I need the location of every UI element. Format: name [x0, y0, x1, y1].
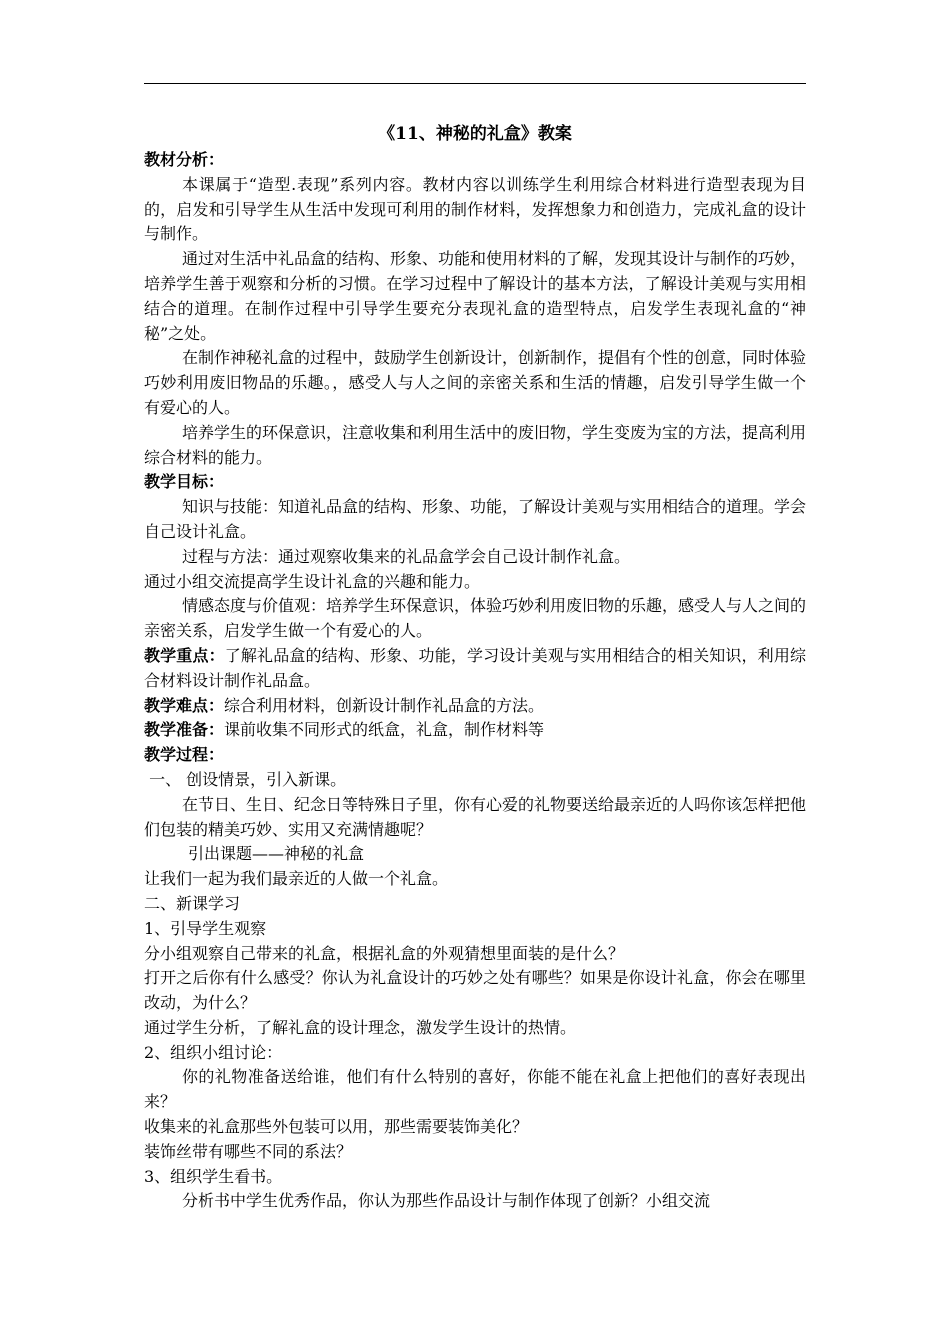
sub2-paragraph-1: 你的礼物准备送给谁，他们有什么特别的喜好，你能不能在礼盒上把他们的喜好表现出来？ [144, 1067, 806, 1112]
analysis-paragraph-4: 培养学生的环保意识，注意收集和利用生活中的废旧物，学生变废为宝的方法，提高利用综合材料的能力。 [144, 422, 807, 467]
difficulty-text: 综合利用材料，创新设计制作礼品盒的方法。 [224, 695, 545, 715]
sub2-heading: 2、组织小组讨论： [144, 1042, 283, 1062]
step1-heading: 一、 创设情景，引入新课。 [144, 769, 347, 789]
header-rule [144, 83, 806, 84]
goals-paragraph-4: 情感态度与价值观：培养学生环保意识，体验巧妙利用废旧物的乐趣，感受人与人之间的亲密关系，启发学生做一个有爱心的人。 [144, 596, 807, 641]
sub2-paragraph-2: 收集来的礼盒那些外包装可以用，那些需要装饰美化？ [144, 1117, 529, 1137]
step1-paragraph-2: 引出课题——神秘的礼盒 [188, 844, 365, 864]
key-points [144, 644, 806, 694]
analysis-paragraph-2: 通过对生活中礼品盒的结构、形象、功能和使用材料的了解，发现其设计与制作的巧妙，培养学生善于观察和分析的习惯。在学习过程中了解设计的基本方法，了解设计美观与实用相结合的道理。在制作过程中引导学生要充分表现礼盒的造型特点，启发学生表现礼盒的“神秘”之处。 [144, 249, 807, 343]
goals-heading: 教学目标： [144, 472, 225, 492]
sub2-paragraph-3: 装饰丝带有哪些不同的系法？ [144, 1141, 353, 1161]
key-points-text: 了解礼品盒的结构、形象、功能，学习设计美观与实用相结合的相关知识，利用综合材料设计制作礼品盒。 [144, 645, 806, 690]
analysis-paragraph-3: 在制作神秘礼盒的过程中，鼓励学生创新设计，创新制作，提倡有个性的创意，同时体验巧妙利用废旧物品的乐趣。，感受人与人之间的亲密关系和生活的情趣，启发引导学生做一个有爱心的人。 [144, 348, 807, 417]
preparation-label: 教学准备： [144, 720, 225, 740]
goals-paragraph-1: 知识与技能：知道礼品盒的结构、形象、功能，了解设计美观与实用相结合的道理。学会自己设计礼盒。 [144, 497, 807, 541]
sub1-paragraph-2: 打开之后你有什么感受？你认为礼盒设计的巧妙之处有哪些？如果是你设计礼盒，你会在哪里改动，为什么？ [144, 968, 806, 1013]
sub1-heading: 1、引导学生观察 [144, 918, 267, 938]
sub3-heading: 3、组织学生看书。 [144, 1166, 283, 1186]
difficulty-label: 教学难点： [144, 695, 225, 715]
sub1-paragraph-1: 分小组观察自己带来的礼盒，根据礼盒的外观猜想里面装的是什么？ [144, 943, 625, 963]
document-title: 《11、神秘的礼盒》教案 [378, 124, 572, 144]
preparation-text: 课前收集不同形式的纸盒，礼盒，制作材料等 [224, 720, 545, 740]
sub1-paragraph-3: 通过学生分析，了解礼盒的设计理念，激发学生设计的热情。 [144, 1017, 577, 1037]
sub3-paragraph-1: 分析书中学生优秀作品，你认为那些作品设计与制作体现了创新？小组交流 [182, 1191, 711, 1211]
goals-paragraph-2: 过程与方法：通过观察收集来的礼品盒学会自己设计制作礼盒。 [182, 546, 631, 566]
step1-paragraph-1: 在节日、生日、纪念日等特殊日子里，你有心爱的礼物要送给最亲近的人吗你该怎样把他们包装的精美巧妙、实用又充满情趣呢？ [144, 794, 807, 839]
goals-paragraph-3: 通过小组交流提高学生设计礼盒的兴趣和能力。 [144, 571, 481, 591]
document-body [144, 120, 806, 1214]
difficulty-points [144, 694, 806, 719]
step2-heading: 二、新课学习 [144, 893, 241, 913]
key-points-label: 教学重点： [144, 645, 225, 665]
analysis-heading: 教材分析： [144, 150, 225, 169]
preparation [144, 718, 806, 743]
step1-paragraph-3: 让我们一起为我们最亲近的人做一个礼盒。 [144, 869, 449, 889]
analysis-paragraph-1: 本课属于“造型.表现”系列内容。教材内容以训练学生利用综合材料进行造型表现为目的，启发和引导学生从生活中发现可利用的制作材料，发挥想象力和创造力，完成礼盒的设计与制作。 [144, 174, 806, 244]
process-heading: 教学过程： [144, 745, 225, 765]
